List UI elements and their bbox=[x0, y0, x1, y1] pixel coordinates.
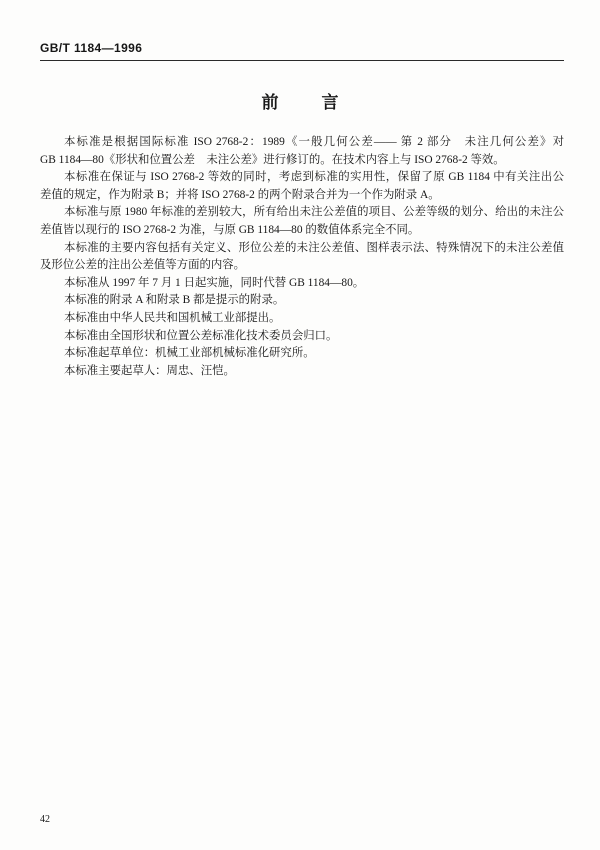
foreword-paragraph bbox=[40, 169, 564, 204]
paragraph-line: 差值皆以现行的 ISO 2768-2 为准，与原 GB 1184—80 的数值体系完全不同。 bbox=[40, 223, 420, 236]
paragraph-line: 本标准的附录 A 和附录 B 都是提示的附录。 bbox=[64, 294, 285, 307]
foreword-body bbox=[40, 134, 564, 380]
foreword-paragraph bbox=[40, 275, 564, 293]
paragraph-line: 本标准与原 1980 年标准的差别较大，所有给出未注公差值的项目、公差等级的划分、给出的未注公 bbox=[64, 206, 564, 219]
foreword-title: 前 言 bbox=[261, 93, 352, 112]
paragraph-line: 本标准是根据国际标准 ISO 2768-2：1989《一般几何公差—— 第 2 部分 未注几何公差》对 bbox=[64, 136, 564, 148]
standard-code: GB/T 1184—1996 bbox=[40, 41, 143, 55]
paragraph-line: 差值的规定，作为附录 B；并将 ISO 2768-2 的两个附录合并为一个作为附录 A。 bbox=[40, 188, 440, 201]
foreword-paragraph bbox=[40, 310, 564, 328]
paragraph-line: 及形位公差的注出公差值等方面的内容。 bbox=[40, 259, 246, 272]
paragraph-line: 本标准起草单位：机械工业部机械标准化研究所。 bbox=[64, 347, 315, 360]
paragraph-line: 本标准由中华人民共和国机械工业部提出。 bbox=[64, 311, 281, 324]
foreword-paragraph bbox=[40, 292, 564, 310]
paragraph-line: 本标准由全国形状和位置公差标准化技术委员会归口。 bbox=[64, 329, 338, 342]
header-rule bbox=[40, 60, 564, 61]
paragraph-line: GB 1184—80《形状和位置公差 未注公差》进行修订的。在技术内容上与 ISO 2768-2 等效。 bbox=[40, 153, 505, 166]
foreword-paragraph bbox=[40, 345, 564, 363]
paragraph-line: 本标准主要起草人：周忠、汪恺。 bbox=[64, 364, 235, 377]
foreword-paragraph bbox=[40, 328, 564, 346]
paragraph-line: 本标准的主要内容包括有关定义、形位公差的未注公差值、图样表示法、特殊情况下的未注公差值 bbox=[64, 241, 564, 254]
foreword-paragraph bbox=[40, 240, 564, 275]
foreword-paragraph bbox=[40, 363, 564, 381]
paragraph-line: 本标准在保证与 ISO 2768-2 等效的同时，考虑到标准的实用性，保留了原 GB 1184 中有关注出公 bbox=[64, 171, 564, 184]
paragraph-line: 本标准从 1997 年 7 月 1 日起实施，同时代替 GB 1184—80。 bbox=[64, 276, 365, 289]
page-number: 42 bbox=[40, 814, 50, 825]
foreword-paragraph bbox=[40, 204, 564, 239]
foreword-paragraph bbox=[40, 134, 564, 169]
